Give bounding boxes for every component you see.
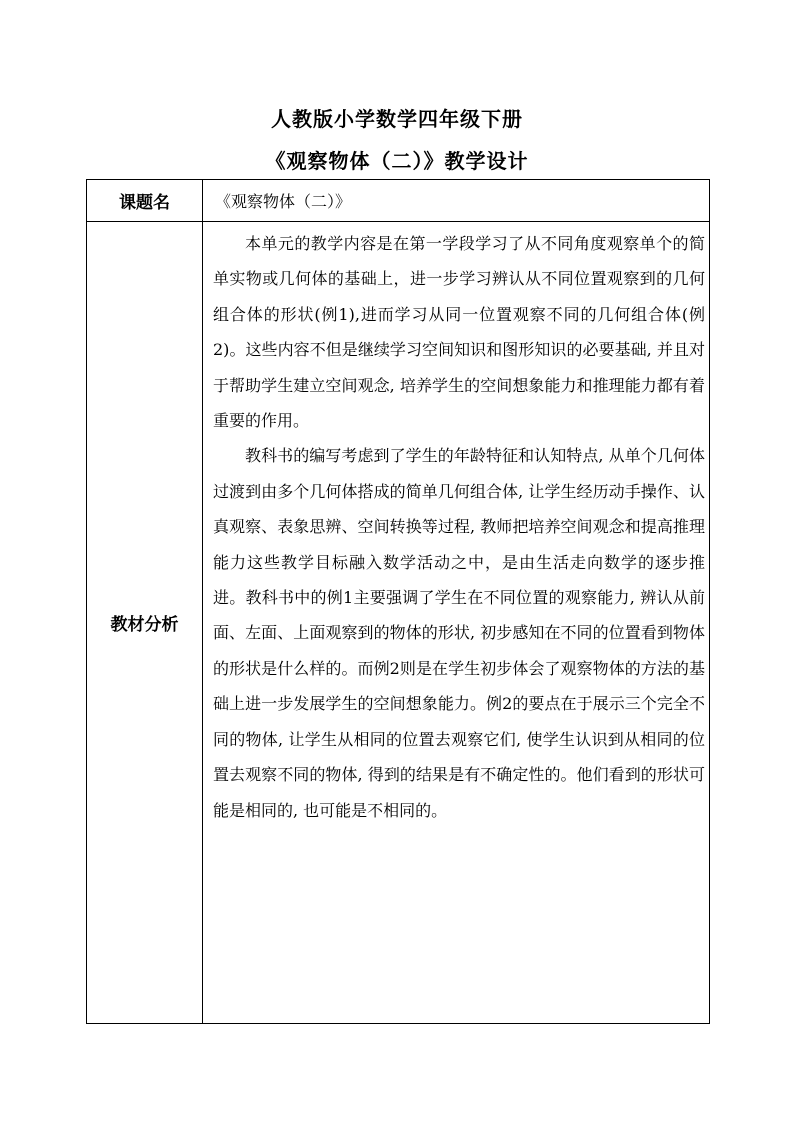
table-row (87, 180, 710, 222)
lesson-design-table (86, 179, 710, 1024)
topic-value: 《观察物体（二）》 (203, 180, 710, 222)
document-title-line1: 人教版小学数学四年级下册 (271, 107, 523, 131)
analysis-paragraph-1: 本单元的教学内容是在第一学段学习了从不同角度观察单个的简单实物或几何体的基础上，进一步学习辨认从不同位置观察到的几何组合体的形状(例1),进而学习从同一位置观察不同的几何组合体(例2)。这些内容不但是继续学习空间知识和图形知识的必要基础, 并且对于帮助学生建立空间观念, 培养学生的空间想象能力和推理能力都有着重要的作用。 (213, 234, 705, 431)
analysis-content (203, 222, 710, 1024)
analysis-paragraph-2: 教科书的编写考虑到了学生的年龄特征和认知特点, 从单个几何体过渡到由多个几何体搭成的简单几何组合体, 让学生经历动手操作、认真观察、表象思辨、空间转换等过程, 教师把培养空间观念和提高推理能力这些教学目标融入数学活动之中，是由生活走向数学的逐步推进。教科书中的例1主要强调了学生在不同位置的观察能力, 辨认从前面、左面、上面观察到的物体的形状, 初步感知在不同的位置看到物体的形状是什么样的。而例2则是在学生初步体会了观察物体的方法的基础上进一步发展学生的空间想象能力。例2的要点在于展示三个完全不同的物体, 让学生从相同的位置去观察它们, 使学生认识到从相同的位置去观察不同的物体, 得到的结果是有不确定性的。他们看到的形状可能是相同的, 也可能是不相同的。 (213, 446, 705, 820)
topic-label: 课题名 (87, 180, 203, 222)
document-title-line2: 《观察物体（二）》教学设计 (265, 149, 529, 173)
table-row (87, 222, 710, 1024)
analysis-label: 教材分析 (87, 222, 203, 1024)
